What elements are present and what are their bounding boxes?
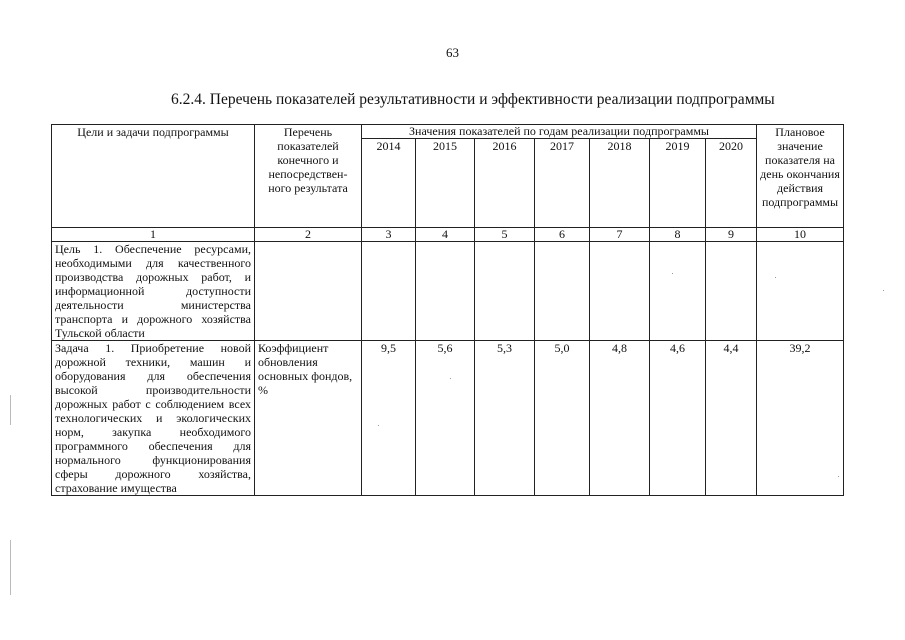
goal-cell: Цель 1. Обеспечение ресурсами, необходимыми для качественного производства дорожных работ, и информационной доступности деятельности министерства транспорта и дорожного хозяйства Тульской области [52, 242, 255, 341]
scan-speck [775, 277, 776, 278]
header-year-2019: 2019 [650, 139, 706, 228]
header-year-2015: 2015 [416, 139, 475, 228]
column-number-2: 2 [255, 228, 362, 242]
value-2015-cell [416, 242, 475, 341]
column-number-4: 4 [416, 228, 475, 242]
scan-speck [672, 273, 673, 274]
value-2015-cell: 5,6 [416, 341, 475, 496]
table-row-goal-1 [52, 242, 844, 341]
scan-edge-mark [10, 540, 11, 595]
planned-value-cell: 39,2 [757, 341, 844, 496]
header-indicators: Перечень показателей конечного и непосредствен-ного результата [255, 125, 362, 228]
indicators-table [51, 124, 844, 496]
value-2016-cell [475, 242, 535, 341]
page-number: 63 [446, 45, 459, 60]
header-year-2020: 2020 [706, 139, 757, 228]
value-2017-cell: 5,0 [535, 341, 590, 496]
value-2014-cell: 9,5 [362, 341, 416, 496]
header-year-2014: 2014 [362, 139, 416, 228]
section-title: 6.2.4. Перечень показателей результативности и эффективности реализации подпрограммы [171, 91, 775, 108]
value-2020-cell: 4,4 [706, 341, 757, 496]
value-2020-cell [706, 242, 757, 341]
header-year-2017: 2017 [535, 139, 590, 228]
column-number-8: 8 [650, 228, 706, 242]
indicator-cell: Коэффициент обновления основных фондов, % [255, 341, 362, 496]
scan-speck [450, 378, 451, 379]
value-2019-cell [650, 242, 706, 341]
value-2014-cell [362, 242, 416, 341]
column-number-1: 1 [52, 228, 255, 242]
column-number-row [52, 228, 844, 242]
header-year-2018: 2018 [590, 139, 650, 228]
header-row-top [52, 125, 844, 139]
scan-speck [883, 290, 884, 291]
column-number-5: 5 [475, 228, 535, 242]
value-2016-cell: 5,3 [475, 341, 535, 496]
header-values-by-year: Значения показателей по годам реализации подпрограммы [362, 125, 757, 139]
value-2017-cell [535, 242, 590, 341]
value-2019-cell: 4,6 [650, 341, 706, 496]
value-2018-cell [590, 242, 650, 341]
task-cell: Задача 1. Приобретение новой дорожной техники, машин и оборудования для обеспечения высокой производительности дорожных работ с соблюдением всех технологических и экологических норм, закупка необходимого программного обеспечения для нормального функционирования сферы дорожного хозяйства, страхование имущества [52, 341, 255, 496]
indicator-cell [255, 242, 362, 341]
value-2018-cell: 4,8 [590, 341, 650, 496]
table-row-task-1 [52, 341, 844, 496]
header-year-2016: 2016 [475, 139, 535, 228]
column-number-7: 7 [590, 228, 650, 242]
column-number-3: 3 [362, 228, 416, 242]
column-number-9: 9 [706, 228, 757, 242]
column-number-6: 6 [535, 228, 590, 242]
planned-value-cell [757, 242, 844, 341]
scan-edge-mark [10, 395, 11, 425]
column-number-10: 10 [757, 228, 844, 242]
header-goals: Цели и задачи подпрограммы [52, 125, 255, 228]
scan-speck [378, 425, 379, 426]
header-planned-value: Плановое значение показателя на день окончания действия подпрограммы [757, 125, 844, 228]
scan-speck [838, 476, 839, 477]
